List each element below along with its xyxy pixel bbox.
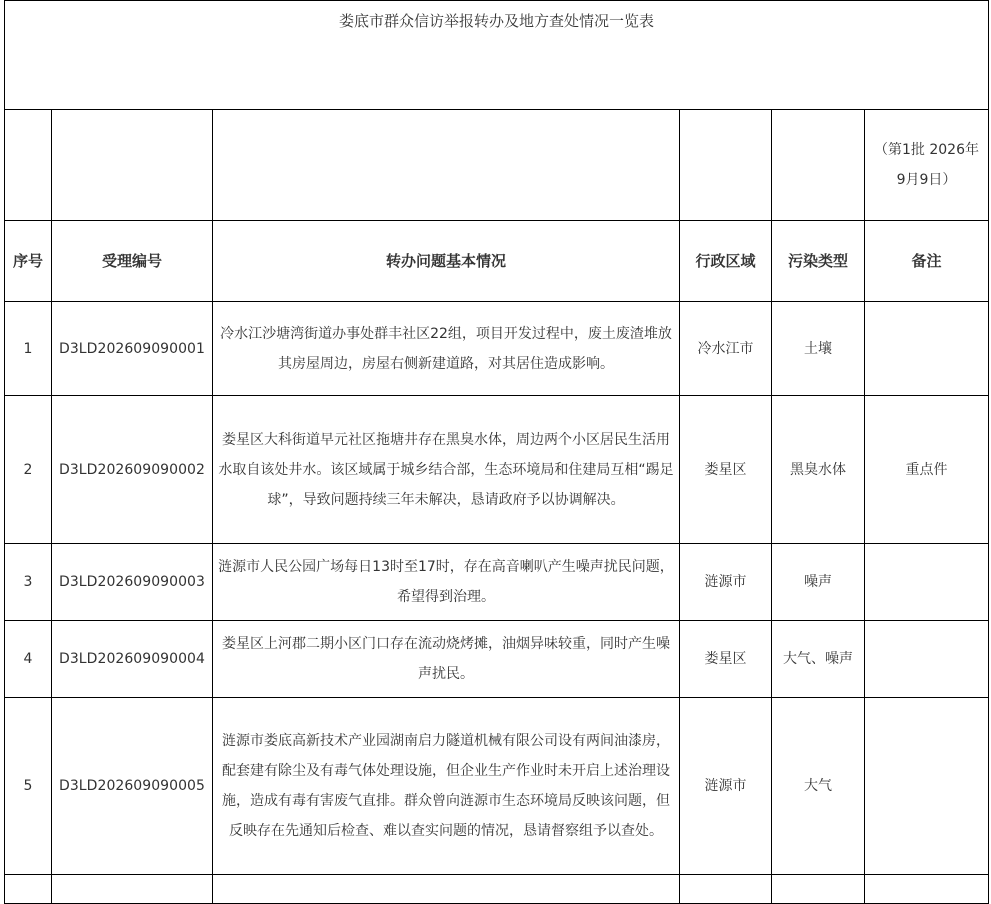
header-pollution: 污染类型 <box>772 221 865 302</box>
batch-note: （第1批 2026年9月9日） <box>865 110 989 221</box>
header-remark: 备注 <box>865 221 989 302</box>
row-seq: 1 <box>5 302 52 396</box>
empty-cell <box>52 110 213 221</box>
row-pollution: 黑臭水体 <box>772 396 865 544</box>
row-code: D3LD202609090004 <box>52 621 213 698</box>
table-row <box>5 396 989 544</box>
row-desc-text: 冷水江沙塘湾街道办事处群丰社区22组，项目开发过程中，废土废渣堆放其房屋周边，房屋右侧新建道路，对其居住造成影响。 <box>220 325 672 372</box>
row-desc-text: 娄星区上河郡二期小区门口存在流动烧烤摊，油烟异味较重，同时产生噪声扰民。 <box>222 636 670 682</box>
row-code: D3LD202609090003 <box>52 544 213 621</box>
row-remark <box>865 698 989 875</box>
row-pollution: 噪声 <box>772 544 865 621</box>
row-region: 涟源市 <box>680 544 772 621</box>
table-row <box>5 544 989 621</box>
row-remark <box>865 621 989 698</box>
empty-cell <box>5 110 52 221</box>
table-row <box>5 302 989 396</box>
table-row <box>5 698 989 875</box>
row-pollution: 土壤 <box>772 302 865 396</box>
table-row-partial <box>5 875 989 904</box>
row-desc <box>213 544 680 621</box>
header-desc: 转办问题基本情况 <box>213 221 680 302</box>
empty-cell <box>865 875 989 904</box>
row-code: D3LD202609090002 <box>52 396 213 544</box>
empty-cell <box>5 875 52 904</box>
row-seq: 5 <box>5 698 52 875</box>
empty-cell <box>213 875 680 904</box>
empty-cell <box>213 110 680 221</box>
row-seq: 3 <box>5 544 52 621</box>
title-row <box>5 1 989 110</box>
row-seq: 4 <box>5 621 52 698</box>
row-code: D3LD202609090001 <box>52 302 213 396</box>
row-desc <box>213 396 680 544</box>
row-desc <box>213 621 680 698</box>
empty-cell <box>680 110 772 221</box>
empty-cell <box>680 875 772 904</box>
row-region: 娄星区 <box>680 621 772 698</box>
row-region: 冷水江市 <box>680 302 772 396</box>
row-region: 涟源市 <box>680 698 772 875</box>
row-desc <box>213 698 680 875</box>
row-seq: 2 <box>5 396 52 544</box>
batch-row <box>5 110 989 221</box>
empty-cell <box>52 875 213 904</box>
row-remark <box>865 302 989 396</box>
table-title: 娄底市群众信访举报转办及地方查处情况一览表 <box>5 1 989 110</box>
row-desc-text: 娄星区大科街道早元社区拖塘井存在黑臭水体，周边两个小区居民生活用水取自该处井水。该区域属于城乡结合部，生态环境局和住建局互相“踢足球”，导致问题持续三年未解决，恳请政府予以协调解决。 <box>218 431 674 508</box>
row-remark <box>865 544 989 621</box>
header-region: 行政区域 <box>680 221 772 302</box>
row-pollution: 大气、噪声 <box>772 621 865 698</box>
header-seq: 序号 <box>5 221 52 302</box>
row-desc <box>213 302 680 396</box>
complaint-table <box>4 0 989 904</box>
row-remark: 重点件 <box>865 396 989 544</box>
row-region: 娄星区 <box>680 396 772 544</box>
row-code: D3LD202609090005 <box>52 698 213 875</box>
empty-cell <box>772 875 865 904</box>
table-row <box>5 621 989 698</box>
header-row <box>5 221 989 302</box>
row-pollution: 大气 <box>772 698 865 875</box>
header-code: 受理编号 <box>52 221 213 302</box>
empty-cell <box>772 110 865 221</box>
row-desc-text: 涟源市娄底高新技术产业园湖南启力隧道机械有限公司设有两间油漆房，配套建有除尘及有毒气体处理设施，但企业生产作业时未开启上述治理设施，造成有毒有害废气直排。群众曾向涟源市生态环境局反映该问题，但反映存在先通知后检查、难以查实问题的情况，恳请督察组予以查处。 <box>222 733 670 839</box>
row-desc-text: 涟源市人民公园广场每日13时至17时，存在高音喇叭产生噪声扰民问题，希望得到治理。 <box>218 559 674 605</box>
